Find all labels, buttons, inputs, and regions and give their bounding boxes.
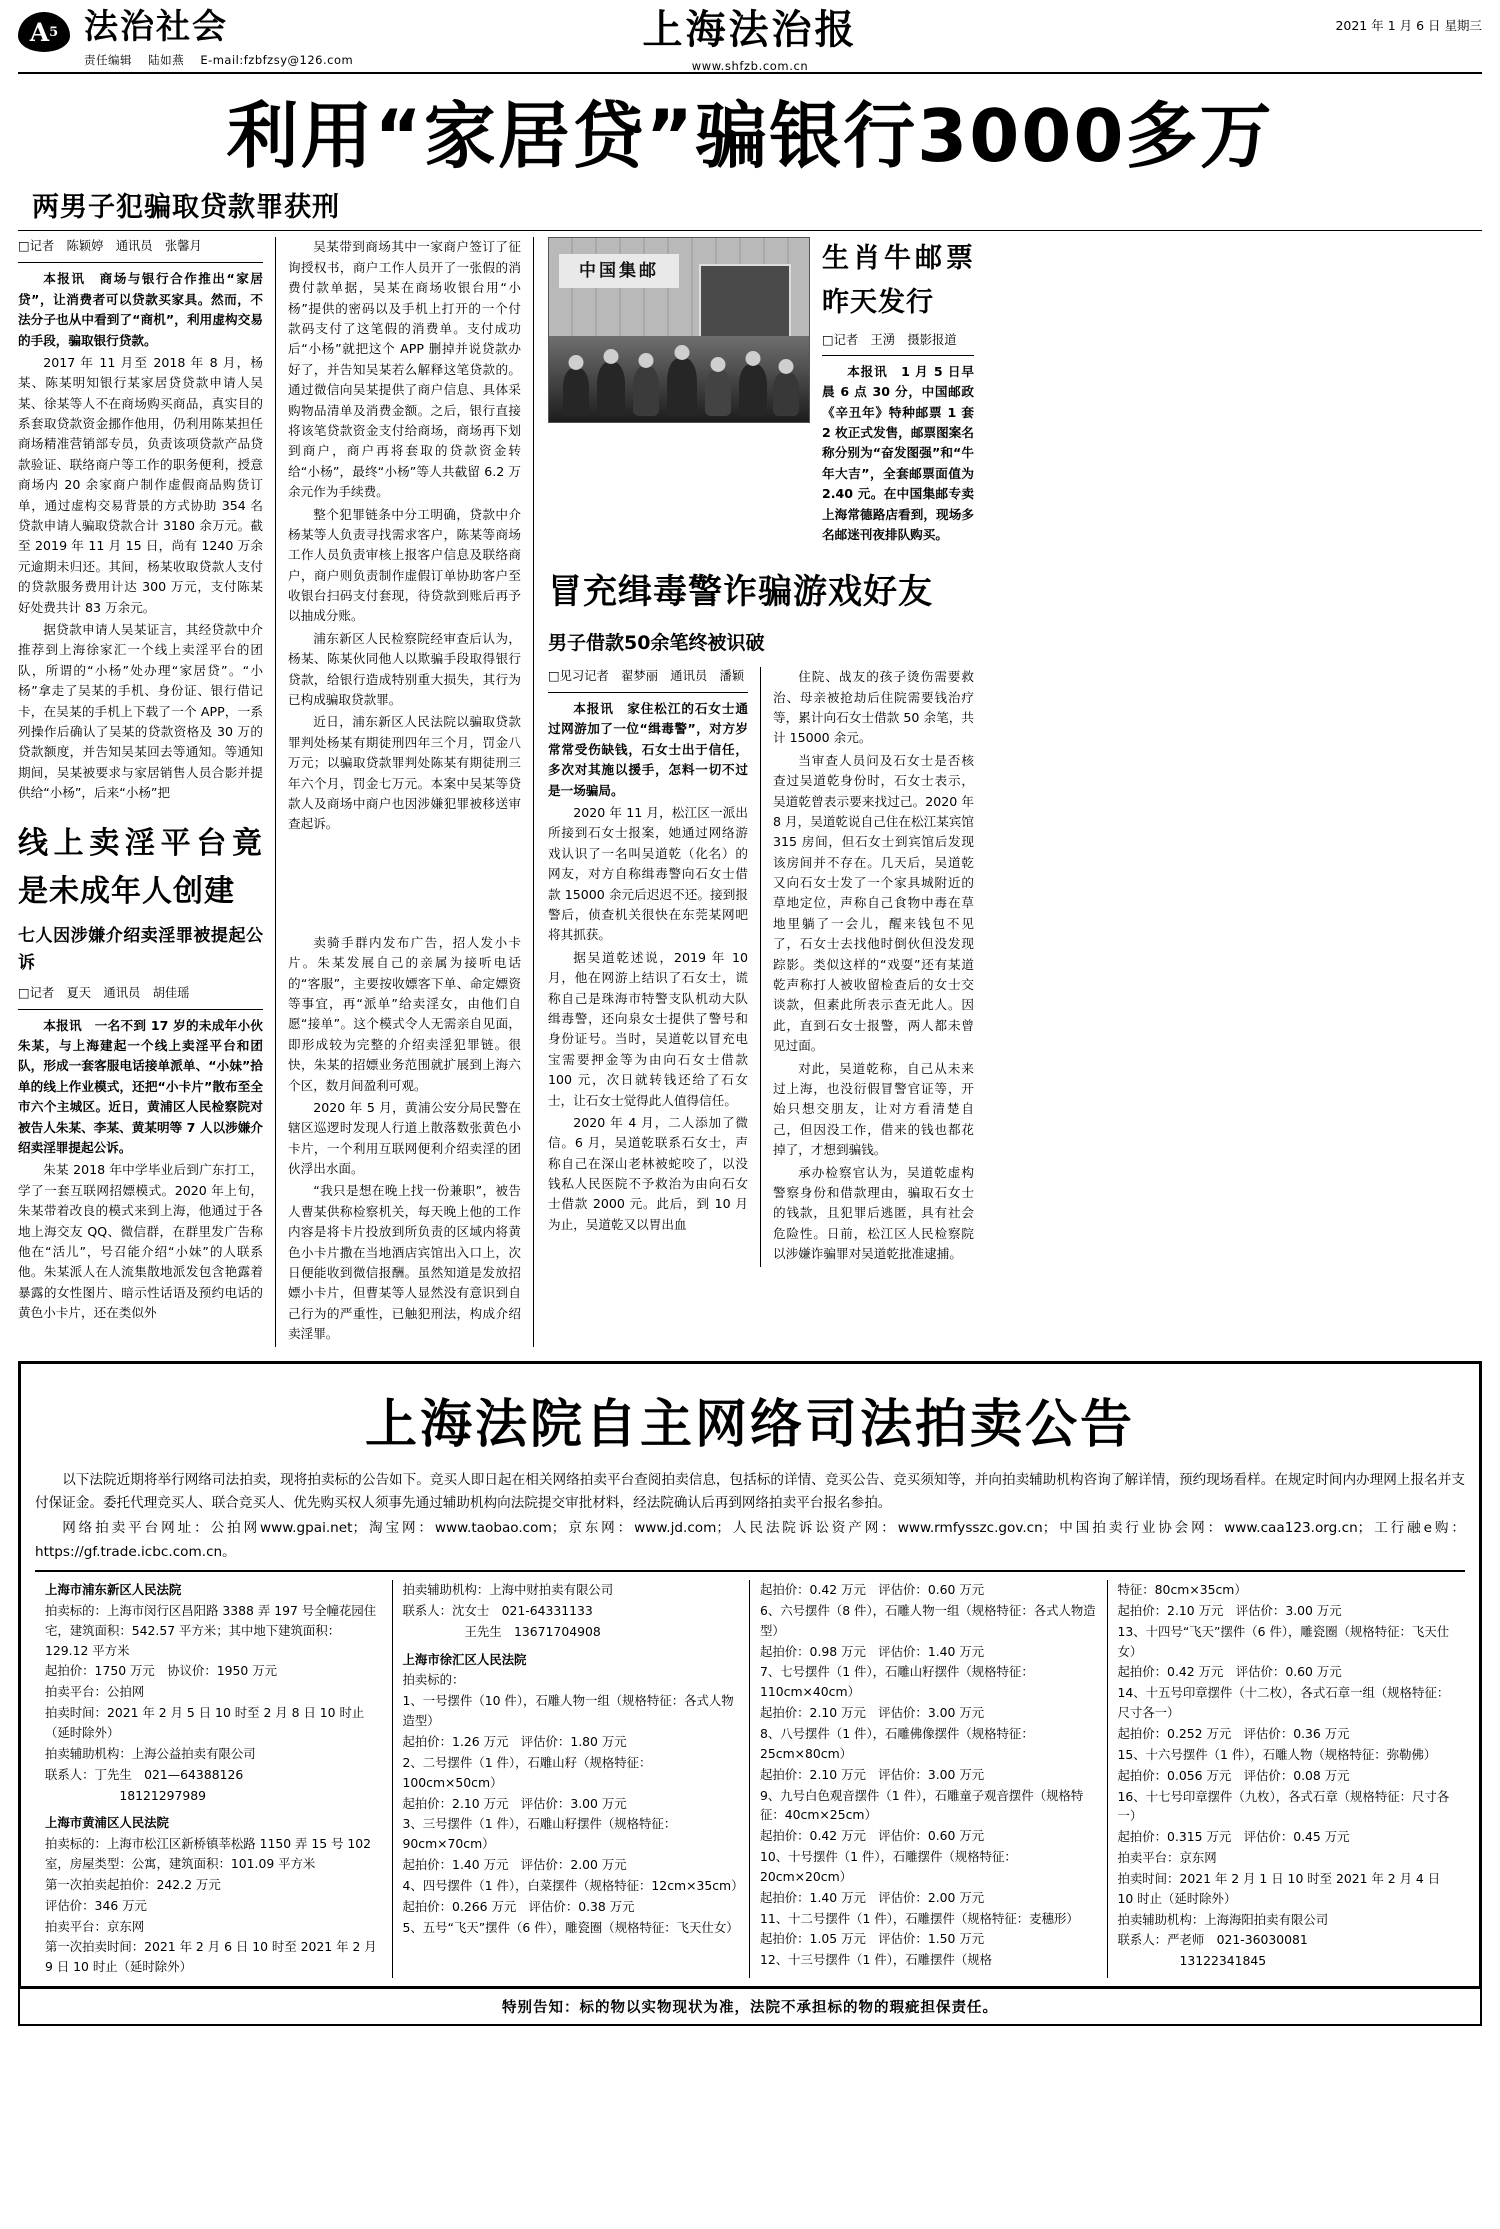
auction-detail-line: 拍卖平台：京东网 bbox=[45, 1918, 145, 1934]
auction-detail-line: 2、二号摆件（1 件），石雕山籽（规格特征：100cm×50cm） bbox=[402, 1754, 652, 1790]
section-title-wrap bbox=[84, 7, 365, 68]
auction-column-3 bbox=[750, 1580, 1108, 1978]
drug-column-2 bbox=[761, 667, 974, 1266]
auction-detail-line: 起拍价：1.26 万元 评估价：1.80 万元 bbox=[402, 1733, 627, 1749]
auction-detail-line: 起拍价：0.98 万元 评估价：1.40 万元 bbox=[760, 1643, 985, 1659]
auction-detail-line: 第一次拍卖时间：2021 年 2 月 6 日 10 时至 2021 年 2 月 9 日 10 时止（延时除外） bbox=[45, 1939, 377, 1975]
auction-column-2 bbox=[393, 1580, 751, 1978]
auction-detail-line: 起拍价：2.10 万元 评估价：3.00 万元 bbox=[760, 1705, 985, 1721]
auction-column-4 bbox=[1108, 1580, 1466, 1978]
editor-email: E-mail:fzbfzsy@126.com bbox=[200, 52, 354, 67]
auction-columns bbox=[35, 1580, 1465, 1978]
auction-detail-line: 4、四号摆件（1 件），白菜摆件（规格特征：12cm×35cm） bbox=[402, 1877, 744, 1893]
auction-detail-line: 拍卖辅助机构：上海公益拍卖有限公司 bbox=[45, 1745, 256, 1761]
auction-court-name: 上海市浦东新区人民法院 bbox=[45, 1582, 182, 1598]
philately-store-photo bbox=[548, 237, 810, 423]
auction-notice bbox=[18, 1361, 1482, 1990]
photo-block bbox=[548, 237, 974, 547]
paragraph: 2020 年 11 月，松江区一派出所接到石女士报案，她通过网络游戏认识了一名叫吴道乾（化名）的网友，对方自称缉毒警向石女士借款 15000 余元后迟迟不还。接到报警后，侦查机关很快在东莞某网吧将其抓获。 bbox=[548, 805, 749, 943]
editor-name: 陆如燕 bbox=[148, 52, 185, 67]
paragraph: 2020 年 5 月，黄浦公安分局民警在辖区巡逻时发现人行道上散落数张黄色小卡片，一个利用互联网便利介绍卖淫的团伙浮出水面。 bbox=[288, 1099, 521, 1177]
auction-detail-line: 10、十号摆件（1 件），石雕摆件（规格特征：20cm×20cm） bbox=[760, 1849, 1017, 1884]
paragraph: 浦东新区人民检察院经审查后认为，杨某、陈某伙同他人以欺骗手段取得银行贷款，给银行造成特别重大损失，其行为已构成骗取贷款罪。 bbox=[288, 630, 521, 708]
auction-detail-line: 起拍价：1.40 万元 评估价：2.00 万元 bbox=[402, 1857, 627, 1873]
auction-detail-line: 8、八号摆件（1 件），石雕佛像摆件（规格特征：25cm×80cm） bbox=[760, 1725, 1034, 1761]
auction-detail-line: 拍卖平台：京东网 bbox=[1117, 1850, 1217, 1866]
editor-label: 责任编辑 bbox=[84, 52, 132, 67]
divider bbox=[35, 1570, 1465, 1572]
auction-detail-line: 起拍价：0.42 万元 评估价：0.60 万元 bbox=[760, 1582, 985, 1598]
auction-detail-line: 13122341845 bbox=[1117, 1953, 1267, 1969]
auction-detail-line: 起拍价：0.315 万元 评估价：0.45 万元 bbox=[1117, 1829, 1350, 1845]
auction-detail-line: 6、六号摆件（8 件），石雕人物一组（规格特征：各式人物造型） bbox=[760, 1602, 1096, 1638]
paragraph: 据贷款申请人吴某证言，其经贷款中介推荐到上海徐家汇一个线上卖淫平台的团队，所谓的“小杨”处办理“家居贷”。“小杨”拿走了吴某的手机、身份证、银行借记卡，在吴某的手机上下载了一个 APP，一系列操作后确认了吴某的贷款资格及 30 万的贷款额度，并告知吴某回去等通知。等通知期间，吴某被要求与家居销售人员合影并提供给“小杨”，后来“小杨”把 bbox=[18, 621, 263, 801]
auction-detail-line: 拍卖标的：上海市松江区新桥镇莘松路 1150 弄 15 号 102 室，房屋类型：公寓，建筑面积：101.09 平方米 bbox=[45, 1836, 372, 1872]
paragraph: 据吴道乾述说，2019 年 10 月，他在网游上结识了石女士，谎称自己是珠海市特警支队机动大队缉毒警，还向泉女士提供了警号和身份证号。当时，吴道乾以冒充电宝需要押金等为由向石女士借款 100 元，次日就转钱还给了石女士，让石女士觉得此人值得信任。 bbox=[548, 949, 749, 1108]
top-section bbox=[18, 237, 1482, 1346]
minor-story-byline: □记者 夏天 通讯员 胡佳瑶 bbox=[18, 984, 263, 1010]
auction-intro bbox=[35, 1469, 1465, 1565]
section-badge: A 5 bbox=[18, 12, 70, 52]
auction-detail-line: 起拍价：2.10 万元 评估价：3.00 万元 bbox=[1117, 1602, 1342, 1618]
section-title: 法治社会 bbox=[84, 7, 228, 47]
auction-detail-line: 12、十三号摆件（1 件），石雕摆件（规格 bbox=[760, 1952, 993, 1968]
auction-detail-line: 评估价：346 万元 bbox=[45, 1897, 147, 1913]
minor-story-head: 线上卖淫平台竟是未成年人创建 bbox=[18, 825, 263, 910]
paragraph: 网络拍卖平台网址：公拍网www.gpai.net；淘宝网：www.taobao.com；京东网：www.jd.com；人民法院诉讼资产网：www.rmfysszc.gov.cn；中国拍卖行业协会网：www.caa123.org.cn；工行融e购：https://gf.trade.icbc.com.cn。 bbox=[35, 1520, 1465, 1560]
auction-detail-line: 起拍价：2.10 万元 评估价：3.00 万元 bbox=[402, 1795, 627, 1811]
auction-detail-line: 7、七号摆件（1 件），石雕山籽摆件（规格特征：110cm×40cm） bbox=[760, 1664, 1034, 1700]
paragraph: 本报讯 1 月 5 日早晨 6 点 30 分，中国邮政《辛丑年》特种邮票 1 套 2 枚正式发售，邮票图案名称分别为“奋发图强”和“牛年大吉”，全套邮票面值为 2.40 元。在中国集邮专卖上海常德路店看到，现场多名邮迷刊夜排队购买。 bbox=[822, 363, 974, 542]
paragraph: 以下法院近期将举行网络司法拍卖，现将拍卖标的公告如下。竞买人即日起在相关网络拍卖平台查阅拍卖信息，包括标的详情、竞买公告、竞买须知等，并向拍卖辅助机构咨询了解详情，预约现场看样。在规定时间内办理网上报名并支付保证金。委托代理竞买人、联合竞买人、优先购买权人须事先通过辅助机构向法院提交审批材料，经法院确认后再到网络拍卖平台报名参拍。 bbox=[35, 1471, 1465, 1511]
paragraph: 承办检察官认为，吴道乾虚构警察身份和借款理由，骗取石女士的钱款，且犯罪后逃匿，具有社会危险性。日前，松江区人民检察院以涉嫌诈骗罪对吴道乾批准逮捕。 bbox=[773, 1164, 974, 1262]
paragraph: 朱某 2018 年中学毕业后到广东打工，学了一套互联网招嫖模式。2020 年上旬，朱某带着改良的模式来到上海，他通过于各地上海交友 QQ、微信群，在群里发广告称他在“活儿”，号召能介绍“小妹”的人联系他。朱某派人在人流集散地派发包含艳露着暴露的女性图片、暗示性话语及预约电话的黄色小卡片，还在类似外 bbox=[18, 1162, 263, 1321]
auction-detail-line: 3、三号摆件（1 件），石雕山籽摆件（规格特征：90cm×70cm） bbox=[402, 1816, 677, 1852]
auction-detail-line: 起拍价：1.05 万元 评估价：1.50 万元 bbox=[760, 1931, 985, 1947]
auction-detail-line: 15、十六号摆件（1 件），石雕人物（规格特征：弥勒佛） bbox=[1117, 1746, 1437, 1762]
lead-subhead: 两男子犯骗取贷款罪获刑 bbox=[32, 192, 340, 224]
auction-detail-line: 起拍价：0.266 万元 评估价：0.38 万元 bbox=[402, 1898, 635, 1914]
auction-detail-line: 16、十七号印章摆件（九枚），各式石章（规格特征：尺寸各一） bbox=[1117, 1788, 1450, 1824]
auction-court-name: 上海市徐汇区人民法院 bbox=[402, 1651, 527, 1667]
auction-detail-line: 联系人：丁先生 021—64388126 bbox=[45, 1766, 244, 1782]
shop-sign: 中国集邮 bbox=[559, 254, 679, 288]
auction-detail-line: 14、十五号印章摆件（十二枚），各式石章一组（规格特征：尺寸各一） bbox=[1117, 1685, 1450, 1721]
auction-detail-line: 拍卖辅助机构：上海中财拍卖有限公司 bbox=[402, 1582, 614, 1598]
auction-detail-line: 18121297989 bbox=[45, 1787, 207, 1803]
paragraph: 吴某带到商场其中一家商户签订了征询授权书，商户工作人员开了一张假的消费付款单据，吴某在商场收银台用“小杨”提供的密码以及手机上打开的一个付款码支付了这笔假的消费单。支付成功后“小杨”就把这个 APP 删掉并说贷款办好了，并告知吴某若么解释这笔贷款的。通过微信向吴某提供了商户信息、具体采购物品清单及消费金额。之后，银行直接将该笔贷款资金支付给商场，商场再下划到商户，商户再将套取的贷款资金转给“小杨”，最终“小杨”等人共截留 6.2 万余元作为手续费。 bbox=[288, 239, 521, 500]
stamp-story bbox=[822, 237, 974, 547]
auction-detail-line: 起拍价：2.10 万元 评估价：3.00 万元 bbox=[760, 1766, 985, 1782]
paragraph: 卖骑手群内发布广告，招人发小卡片。朱某发展自己的亲属为接听电话的“客服”，主要按收嫖客下单、命定嫖资等事宜，再“派单”给卖淫女，由他们自愿“接单”。这个模式令人无需亲自见面，即形成较为完整的介绍卖淫犯罪链。很快，朱某的招嫖业务范围就扩展到上海六个区，数月间盈利可观。 bbox=[288, 934, 521, 1093]
paper-url[interactable]: www.shfzb.com.cn bbox=[691, 59, 809, 73]
page-title: 利用“家居贷”骗银行3000多万 bbox=[226, 93, 1274, 178]
photo-door bbox=[699, 264, 791, 344]
issue-date: 2021 年 1 月 6 日 星期三 bbox=[1335, 18, 1482, 33]
auction-detail-line: 联系人：沈女士 021-64331133 bbox=[402, 1602, 593, 1618]
auction-detail-line: 拍卖标的：上海市闵行区昌阳路 3388 弄 197 号全幢花园住宅，建筑面积：542.57 平方米；其中地下建筑面积：129.12 平方米 bbox=[45, 1602, 377, 1658]
lead-column-2 bbox=[276, 237, 534, 1346]
paragraph: 2020 年 4 月，二人添加了微信。6 月，吴道乾联系石女士，声称自己在深山老林被蛇咬了，以没钱私人民医院不予救治为由向石女士借款 2000 元。此后，到 10 月为止，吴道乾又以胃出血 bbox=[548, 1114, 749, 1232]
auction-detail-line: 11、十二号摆件（1 件），石雕摆件（规格特征：麦穗形） bbox=[760, 1910, 1079, 1926]
masthead bbox=[18, 6, 1482, 74]
auction-detail-line: 9、九号白色观音摆件（1 件），石雕童子观音摆件（规格特征：40cm×25cm） bbox=[760, 1787, 1084, 1823]
auction-detail-line: 拍卖辅助机构：上海海阳拍卖有限公司 bbox=[1117, 1911, 1329, 1927]
auction-detail-line: 起拍价：0.42 万元 评估价：0.60 万元 bbox=[760, 1828, 985, 1844]
paragraph: 本报讯 家住松江的石女士通过网游加了一位“缉毒警”，对方岁常常受伤缺钱，石女士出于信任，多次对其施以援手，怎料一切不过是一场骗局。 bbox=[548, 701, 749, 798]
paragraph: 对此，吴道乾称，自己从未来过上海，也没衍假冒警官证等，开始只想交朋友，让对方看清楚自己，但因没工作，借来的钱也都花掉了，才想到骗钱。 bbox=[773, 1060, 974, 1158]
auction-detail-line: 起拍价：1750 万元 协议价：1950 万元 bbox=[45, 1663, 278, 1679]
drug-story-byline: □见习记者 翟梦丽 通讯员 潘颖 bbox=[548, 667, 748, 693]
stamp-story-head: 生肖牛邮票昨天发行 bbox=[822, 243, 974, 319]
auction-detail-line: 起拍价：0.42 万元 评估价：0.60 万元 bbox=[1117, 1664, 1342, 1680]
drug-column-1 bbox=[548, 667, 761, 1266]
paragraph: 当审查人员问及石女士是否核查过吴道乾身份时，石女士表示，吴道乾曾表示要来找过己。2020 年 8 月，吴道乾说自己住在松江某宾馆 315 房间，但石女士到宾馆后发现该房间并不存在。几天后，吴道乾又向石女士发了一个家具城附近的草地定位，声称自己食物中毒在草地里躺了一会儿，醒来钱包不见了，石女士去找他时倒伙但没发现踪影。类似这样的“戏耍”还有某道乾声称打人被收留检查后的女士交谈款，但素此所表示查无此人。因此，直到石女士报警，两人都未曾见过面。 bbox=[773, 752, 974, 1054]
auction-detail-line: 拍卖标的： bbox=[402, 1672, 465, 1688]
paragraph: 本报讯 商场与银行合作推出“家居贷”，让消费者可以贷款买家具。然而，不法分子也从中看到了“商机”，利用虚构交易的手段，骗取银行贷款。 bbox=[18, 271, 263, 348]
auction-detail-line: 5、五号“飞天”摆件（6 件），雕瓷圈（规格特征：飞天仕女） bbox=[402, 1919, 739, 1935]
auction-detail-line: 13、十四号“飞天”摆件（6 件），雕瓷圈（规格特征：飞天仕女） bbox=[1117, 1623, 1450, 1659]
auction-detail-line: 拍卖时间：2021 年 2 月 1 日 10 时至 2021 年 2 月 4 日 10 时止（延时除外） bbox=[1117, 1870, 1441, 1906]
paragraph: 2017 年 11 月至 2018 年 8 月，杨某、陈某明知银行某家居贷贷款申请人吴某、徐某等人不在商场购买商品，真实目的系套取贷款资金挪作他用，仍利用陈某担任商场精准营销部专员，负责该项贷款产品贷款验证、联络商户等工作的职务便利，授意商场内 20 余家商户制作虚假商品购货订单，通过虚构交易背景的方式协助 354 名贷款申请人骗取贷款合计 3180 余万元。截至 2019 年 11 月 15 日，尚有 1240 万余元逾期未归还。其间，杨某收取贷款人支付的贷款服务费用计达 300 万元，支付陈某好处费共计 83 万余元。 bbox=[18, 354, 263, 615]
auction-detail-line: 特征：80cm×35cm） bbox=[1117, 1582, 1247, 1598]
auction-detail-line: 拍卖时间：2021 年 2 月 5 日 10 时至 2 月 8 日 10 时止（延时除外） bbox=[45, 1705, 365, 1740]
auction-detail-line: 第一次拍卖起拍价：242.2 万元 bbox=[45, 1876, 221, 1892]
auction-detail-line: 1、一号摆件（10 件），石雕人物一组（规格特征：各式人物造型） bbox=[402, 1693, 734, 1729]
lead-byline: □记者 陈颖婷 通讯员 张馨月 bbox=[18, 237, 263, 263]
auction-detail-line: 联系人：严老师 021-36030081 bbox=[1117, 1932, 1308, 1948]
stamp-story-byline: □记者 王湧 摄影报道 bbox=[822, 331, 974, 356]
paragraph: 住院、战友的孩子烫伤需要救治、母亲被抢劫后住院需要钱治疗等，累计向石女士借款 50 余笔，共计 15000 余元。 bbox=[773, 669, 974, 746]
auction-detail-line: 起拍价：1.40 万元 评估价：2.00 万元 bbox=[760, 1889, 985, 1905]
section-credits bbox=[84, 52, 365, 68]
paragraph: “我只是想在晚上找一份兼职”，被告人曹某供称检察机关，每天晚上他的工作内容是将卡片投放到所负责的区域内将黄色小卡片撒在当地酒店宾馆出入口上，次日便能收到微信报酬。虽然知道是发放招嫖小卡片，但曹某等人显然没有意识到自己行为的严重性，已触犯刑法，构成介绍卖淫罪。 bbox=[288, 1183, 521, 1342]
drug-story-sub: 男子借款50余笔终被识破 bbox=[548, 632, 765, 655]
paper-name: 上海法治报 bbox=[642, 6, 858, 53]
auction-court-name: 上海市黄浦区人民法院 bbox=[45, 1815, 169, 1831]
paragraph: 近日，浦东新区人民法院以骗取贷款罪判处杨某有期徒刑四年三个月，罚金八万元；以骗取贷款罪判处陈某有期徒刑三年六个月，罚金七万元。本案中吴某等贷款人及商场中商户也因涉嫌犯罪被移送审查起诉。 bbox=[288, 714, 521, 832]
auction-detail-line: 拍卖平台：公拍网 bbox=[45, 1684, 145, 1700]
paper-brand bbox=[642, 6, 858, 73]
auction-detail-line: 起拍价：0.252 万元 评估价：0.36 万元 bbox=[1117, 1725, 1350, 1741]
auction-detail-line: 起拍价：0.056 万元 评估价：0.08 万元 bbox=[1117, 1767, 1350, 1783]
auction-title: 上海法院自主网络司法拍卖公告 bbox=[364, 1394, 1135, 1455]
divider bbox=[18, 230, 1482, 231]
footer-notice: 特别告知：标的物以实物现状为准，法院不承担标的物的瑕疵担保责任。 bbox=[18, 1989, 1482, 2026]
auction-detail-line: 王先生 13671704908 bbox=[402, 1623, 601, 1639]
drug-story-columns bbox=[548, 667, 974, 1266]
right-column bbox=[534, 237, 974, 1346]
auction-column-1 bbox=[35, 1580, 393, 1978]
lead-column-1 bbox=[18, 237, 276, 1346]
drug-story-head: 冒充缉毒警诈骗游戏好友 bbox=[548, 572, 933, 613]
minor-story-sub: 七人因涉嫌介绍卖淫罪被提起公诉 bbox=[18, 925, 263, 974]
paragraph: 本报讯 一名不到 17 岁的未成年小伙朱某，与上海建起一个线上卖淫平台和团队，形成一套客服电话接单派单、“小妹”拾单的线上作业模式，还把“小卡片”散布至全市六个主城区。近日，黄浦区人民检察院对被告人朱某、李某、黄某明等 7 人以涉嫌介绍卖淫罪提起公诉。 bbox=[18, 1017, 263, 1155]
paragraph: 整个犯罪链条中分工明确，贷款中介杨某等人负责寻找需求客户，陈某等商场工作人员负责审核上报客户信息及联络商户，商户则负责制作虚假订单协助客户至收银台扫码支付套现，待贷款到账后再予以抽成分账。 bbox=[288, 506, 521, 624]
